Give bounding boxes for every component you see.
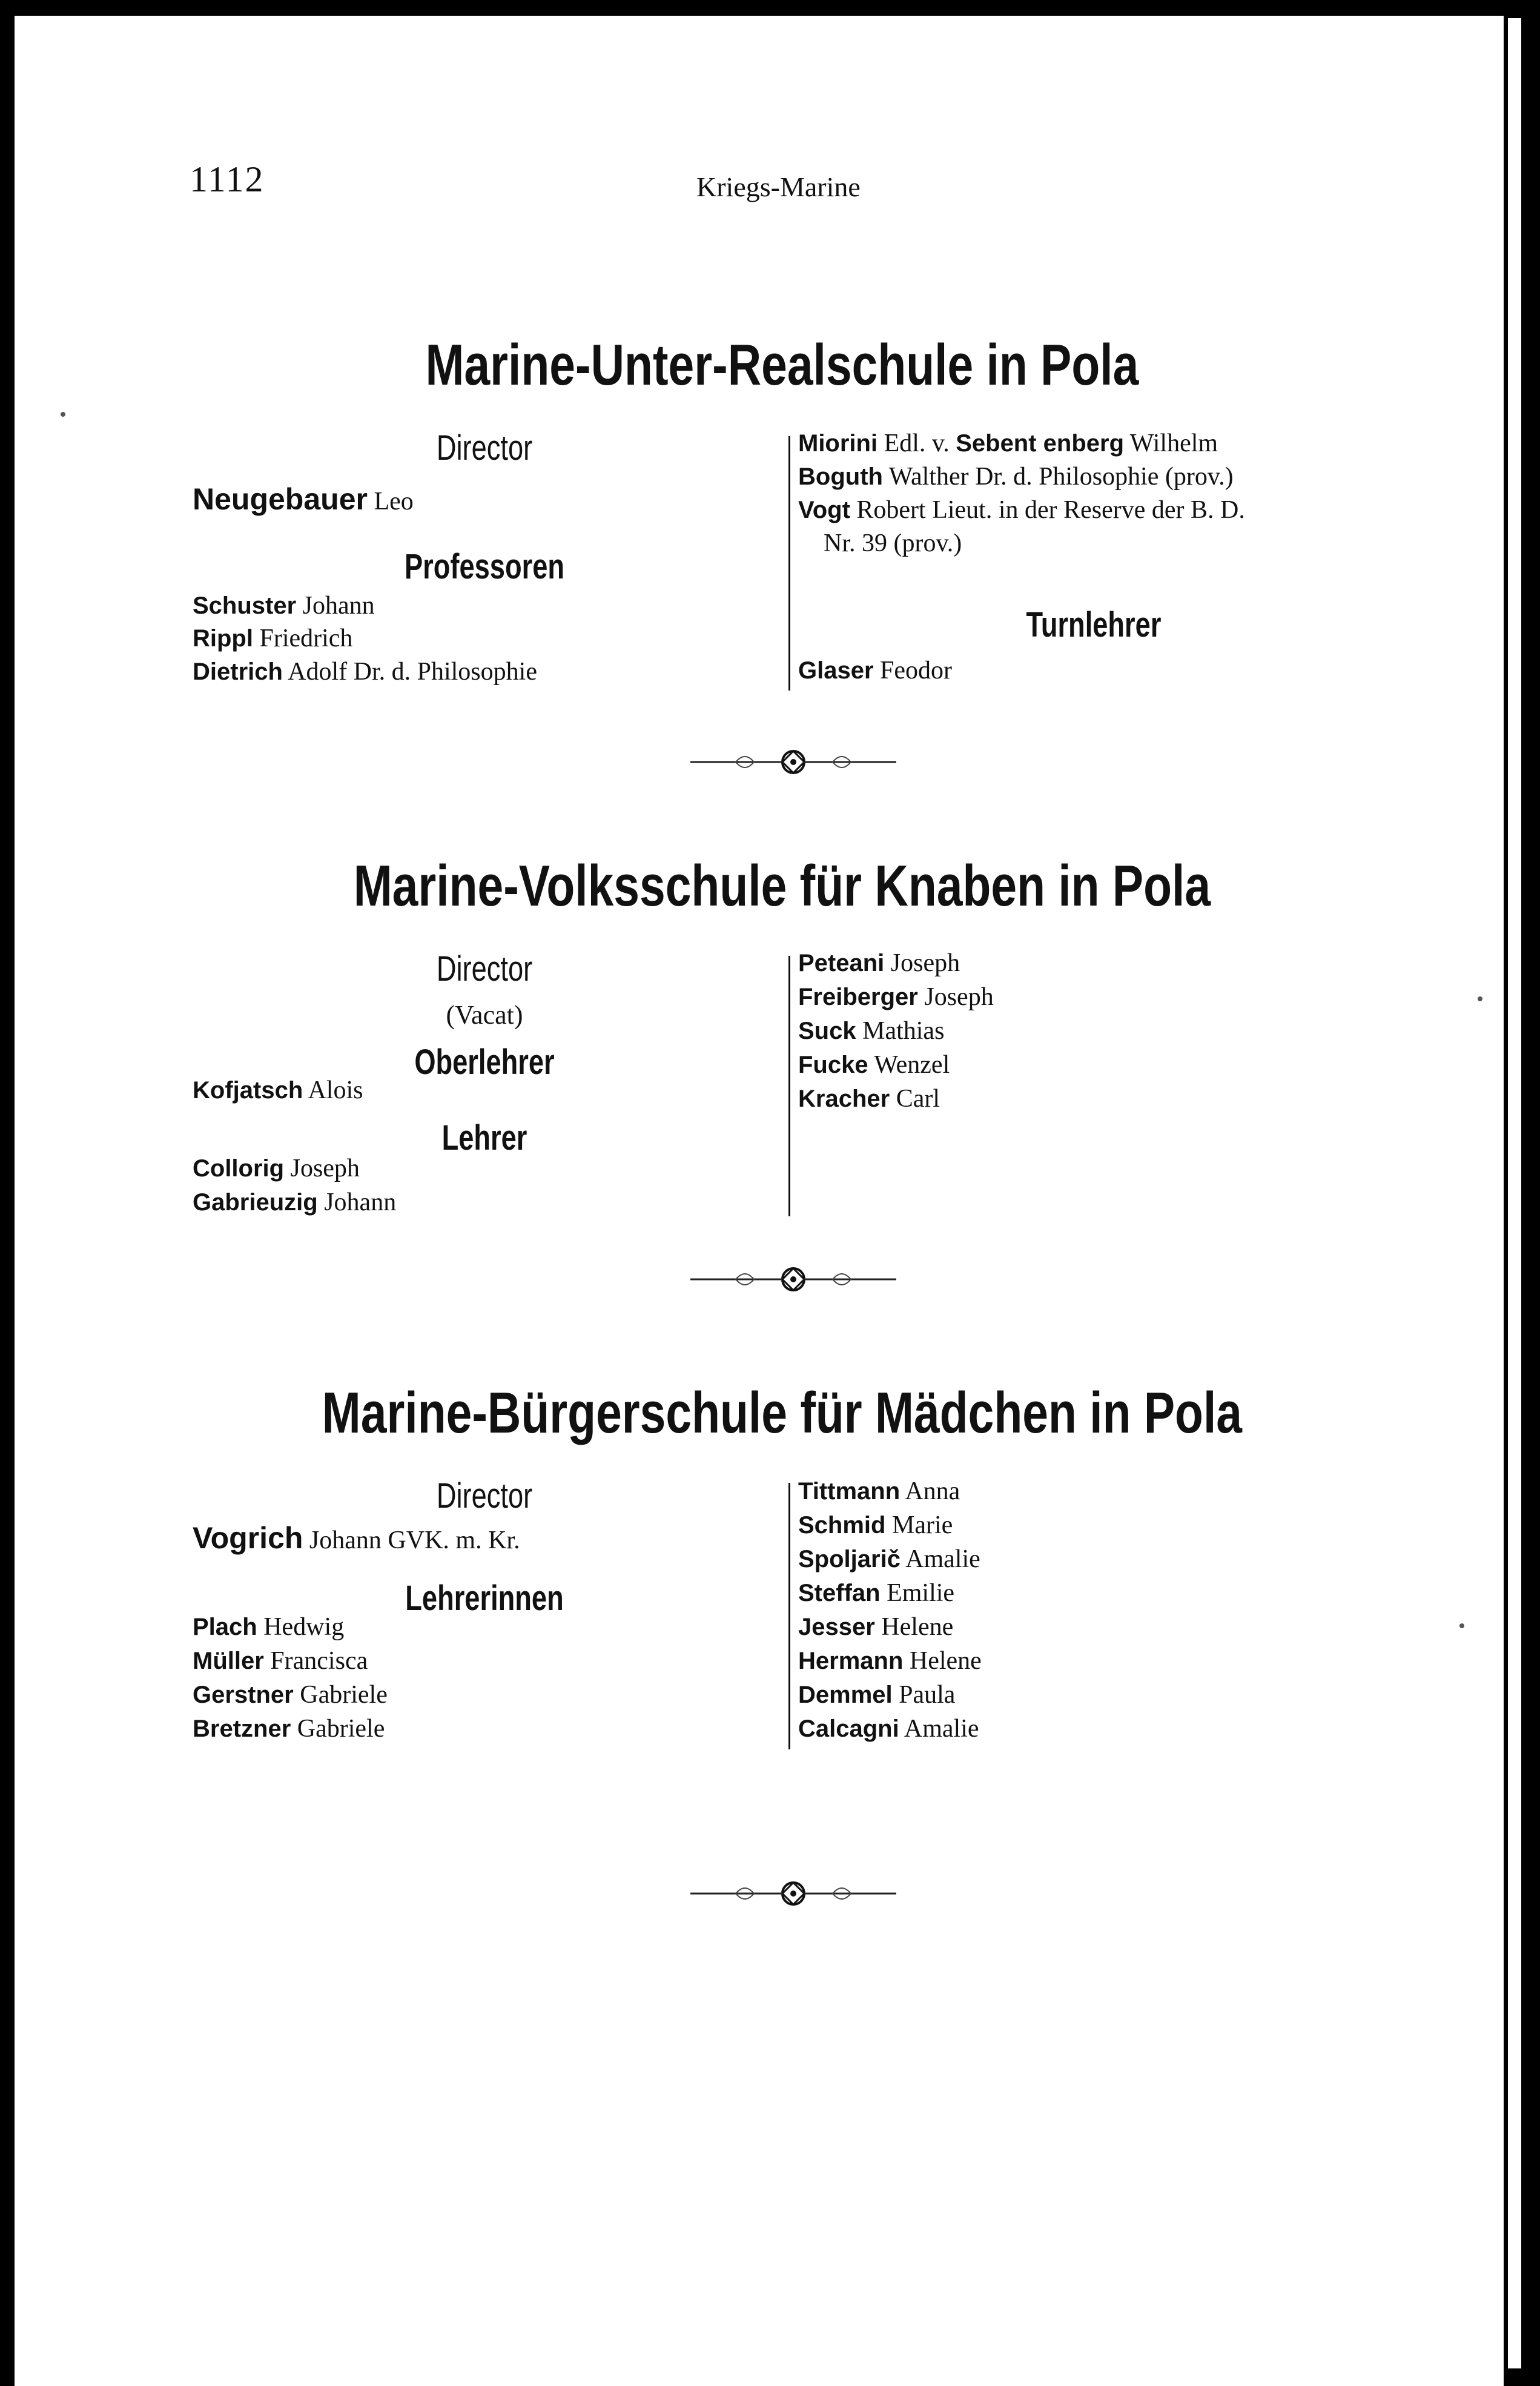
surname: Glaser	[798, 657, 874, 684]
list-item	[798, 656, 952, 685]
given-name: Leo	[374, 488, 414, 515]
section-title-volksschule: Marine-Volksschule für Knaben in Pola	[353, 853, 1211, 918]
given-name: Johann	[324, 1188, 397, 1216]
list-item	[798, 1612, 953, 1642]
continuation-line: Nr. 39 (prov.)	[824, 529, 962, 557]
column-divider	[788, 436, 790, 691]
list-item	[798, 983, 994, 1012]
surname: Schuster	[193, 592, 297, 619]
surname: Jesser	[798, 1614, 875, 1640]
given-name: Amalie	[904, 1715, 979, 1743]
surname: Kofjatsch	[193, 1077, 303, 1104]
surname: Vogt	[798, 497, 850, 523]
surname: Freiberger	[798, 984, 918, 1010]
list-item	[798, 1477, 960, 1506]
list-item	[798, 949, 960, 978]
running-title: Kriegs-Marine	[696, 171, 861, 202]
scan-border-right-gap	[1508, 18, 1521, 2368]
scan-speck	[1478, 996, 1482, 1001]
given-name: Francisca	[270, 1647, 368, 1675]
given-name-second: Wilhelm	[1129, 429, 1218, 457]
list-item	[798, 1680, 955, 1709]
professors-heading: Professoren	[404, 547, 565, 586]
given-name: Robert Lieut. in der Reserve der B. D.	[856, 496, 1245, 524]
given-name: Helene	[909, 1647, 982, 1675]
list-item	[798, 495, 1245, 525]
given-name: Edl. v.	[884, 429, 950, 457]
given-name: Joseph	[290, 1155, 360, 1182]
given-name: Mathias	[862, 1017, 945, 1045]
given-name: Johann	[302, 592, 375, 620]
list-item	[798, 1084, 940, 1113]
ornament-divider	[690, 1261, 896, 1297]
surname: Tittmann	[798, 1478, 901, 1505]
list-item	[798, 1579, 954, 1608]
scan-border-left	[0, 0, 15, 2386]
lehrer-heading: Lehrer	[441, 1118, 527, 1158]
list-item	[798, 1511, 953, 1540]
surname: Müller	[193, 1648, 264, 1674]
given-name: Joseph	[924, 983, 994, 1011]
director-entry	[193, 482, 414, 517]
surname: Kracher	[798, 1085, 890, 1112]
section-title-buergerschule: Marine-Bürgerschule für Mädchen in Pola	[322, 1380, 1242, 1445]
list-item	[798, 429, 1218, 458]
surname: Calcagni	[798, 1715, 899, 1742]
turnlehrer-heading: Turnlehrer	[1026, 605, 1162, 645]
surname: Boguth	[798, 463, 883, 490]
surname: Rippl	[193, 625, 253, 652]
given-name: Paula	[899, 1681, 956, 1709]
surname: Suck	[798, 1018, 856, 1044]
list-item	[798, 462, 1234, 491]
column-divider	[788, 956, 790, 1216]
list-item	[798, 1016, 944, 1046]
given-name: Johann GVK. m. Kr.	[309, 1526, 520, 1554]
list-item	[798, 1714, 979, 1743]
director-heading: Director	[436, 428, 533, 468]
head-teacher-entry	[193, 1076, 363, 1105]
surname: Dietrich	[193, 658, 283, 685]
list-item	[193, 1646, 368, 1675]
surname: Gerstner	[193, 1682, 294, 1708]
surname: Demmel	[798, 1682, 893, 1708]
oberlehrer-heading: Oberlehrer	[414, 1042, 555, 1082]
given-name: Gabriele	[300, 1681, 388, 1709]
ornament-divider	[690, 1875, 896, 1912]
surname: Fucke	[798, 1052, 868, 1078]
given-name: Feodor	[880, 657, 953, 684]
surname-second: Sebent enberg	[956, 430, 1125, 457]
list-item	[193, 1714, 385, 1743]
list-item	[193, 1680, 388, 1709]
surname: Spoljarič	[798, 1546, 901, 1572]
list-item	[193, 1612, 344, 1642]
lehrerinnen-heading: Lehrerinnen	[405, 1579, 564, 1618]
given-name: Adolf Dr. d. Philosophie	[288, 658, 537, 686]
surname: Miorini	[798, 430, 878, 457]
given-name: Joseph	[890, 949, 960, 977]
director-heading: Director	[436, 949, 533, 989]
given-name: Anna	[905, 1477, 960, 1505]
column-divider	[788, 1483, 790, 1749]
given-name: Emilie	[887, 1579, 955, 1607]
given-name: Helene	[881, 1613, 954, 1641]
given-name: Marie	[891, 1511, 953, 1539]
given-name: Walther Dr. d. Philosophie (prov.)	[888, 463, 1234, 491]
ornament-divider	[690, 744, 896, 780]
surname: Gabrieuzig	[193, 1189, 318, 1216]
given-name: Friedrich	[259, 625, 353, 652]
given-name: Carl	[896, 1085, 940, 1113]
surname: Plach	[193, 1614, 257, 1640]
surname: Vogrich	[193, 1521, 303, 1555]
director-heading: Director	[436, 1476, 533, 1516]
surname: Hermann	[798, 1648, 904, 1674]
scan-speck	[1459, 1623, 1464, 1628]
surname: Collorig	[193, 1155, 285, 1182]
list-item	[193, 1188, 396, 1217]
given-name: Amalie	[905, 1545, 980, 1573]
surname: Bretzner	[193, 1715, 291, 1742]
page-number: 1112	[190, 159, 265, 199]
given-name: Wenzel	[874, 1051, 950, 1079]
list-item	[193, 591, 375, 620]
surname: Peteani	[798, 950, 885, 976]
surname: Steffan	[798, 1580, 881, 1606]
given-name: Alois	[308, 1076, 363, 1104]
scan-border-top	[0, 0, 1540, 16]
section-title-realschule: Marine-Unter-Realschule in Pola	[425, 333, 1139, 397]
list-item	[798, 1050, 950, 1079]
director-entry	[193, 1520, 520, 1556]
list-item	[193, 624, 352, 653]
list-item	[798, 1646, 982, 1675]
given-name: Hedwig	[263, 1613, 345, 1641]
scan-speck	[61, 412, 65, 417]
list-item	[193, 1154, 360, 1183]
list-item	[798, 1545, 980, 1574]
surname: Neugebauer	[193, 482, 368, 516]
list-item	[193, 657, 537, 686]
surname: Schmid	[798, 1512, 886, 1539]
given-name: Gabriele	[297, 1715, 385, 1743]
director-vacant-note: (Vacat)	[446, 1000, 523, 1030]
